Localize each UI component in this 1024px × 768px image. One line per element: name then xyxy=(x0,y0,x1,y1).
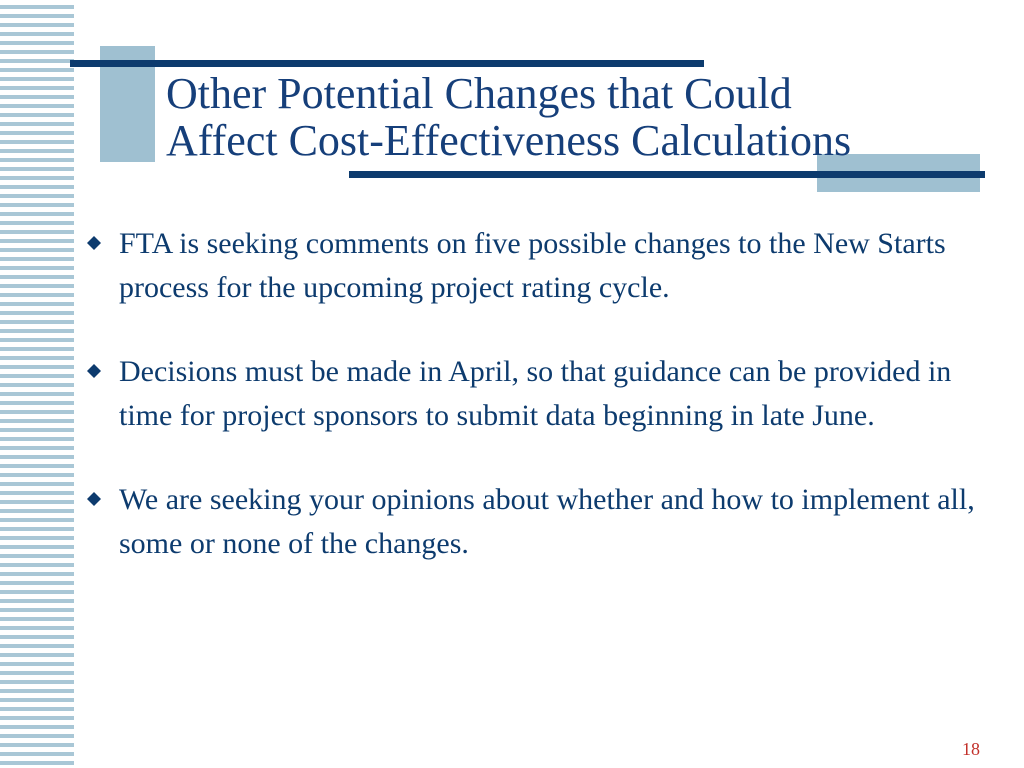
title-rule-bottom xyxy=(349,171,985,178)
bullet-text: FTA is seeking comments on five possible changes to the New Starts process for the upcoming project rating cycle. xyxy=(119,227,946,304)
diamond-icon xyxy=(86,363,102,379)
diamond-icon xyxy=(86,491,102,507)
title-rule-top xyxy=(70,60,704,67)
bullet-item xyxy=(82,350,982,438)
bullet-text: We are seeking your opinions about whether and how to implement all, some or none of the changes. xyxy=(119,483,975,560)
bullet-list xyxy=(82,222,982,606)
slide-title-line-1: Other Potential Changes that Could xyxy=(166,69,792,118)
bullet-text: Decisions must be made in April, so that guidance can be provided in time for project sponsors to submit data beginning in late June. xyxy=(119,355,952,432)
diamond-icon xyxy=(86,235,102,251)
left-stripe-border xyxy=(0,0,74,768)
slide-title xyxy=(166,70,986,164)
bullet-item xyxy=(82,222,982,310)
slide-title-line-2: Affect Cost-Effectiveness Calculations xyxy=(166,116,852,165)
bullet-item xyxy=(82,478,982,566)
page-number: 18 xyxy=(962,739,980,759)
